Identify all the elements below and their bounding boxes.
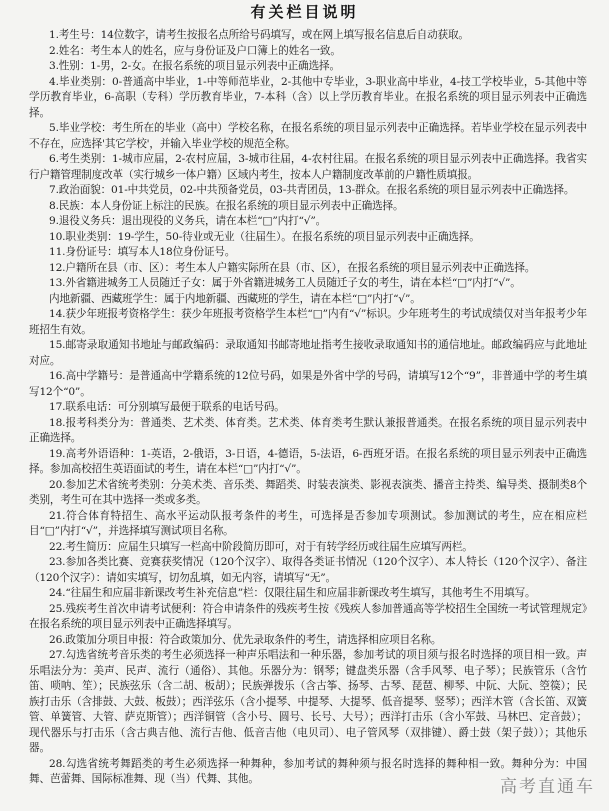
- paragraph-15: 14.获少年班报考资格学生：获少年班报考资格学生本栏“□”内有“√”标识。少年班考生的考试成绩仅对当年报考少年班招生有效。: [29, 308, 587, 336]
- paragraph-1: 1.考生号：14位数字，请考生按报名点所给号码填写，或在网上填写报名信息后自动获取。: [49, 29, 469, 41]
- paragraph-14: 内地新疆、西藏班学生：属于内地新疆、西藏班的学生，请在本栏“□”内打“√”。: [49, 292, 421, 305]
- paragraph-29: 28.勾选省统考舞蹈类的考生必须选择一种舞种，参加考试的舞种须与报名时选择的舞种相一致。舞种分为：中国舞、芭蕾舞、国际标准舞、现（当）代舞、其他。: [29, 757, 587, 785]
- paragraph-22: 21.符合体育特招生、高水平运动队报考条件的考生，可选择是否参加专项测试。参加测试的考生，应在相应栏目“□”内打“√”，并选择填写测试项目名称。: [29, 509, 587, 537]
- paragraph-24: 23.参加各类比赛、竞赛获奖情况（120个汉字）、取得各类证书情况（120个汉字）、本人特长（120个汉字）、备注（120个汉字）：请如实填写，切勿乱填，如无内容，请填写“无”。: [29, 556, 587, 584]
- paragraph-17: 16.高中学籍号：是普通高中学籍系统的12位号码，如果是外省中学的号码，请填写12个“9”，非普通中学的考生填写12个“0”。: [29, 370, 587, 398]
- paragraph-9: 9.退役义务兵：退出现役的义务兵，请在本栏“□”内打“√”。: [49, 215, 327, 227]
- paragraph-3: 3.性别：1-男，2-女。在报名系统的项目显示列表中正确选择。: [49, 60, 340, 72]
- paragraph-26: 25.残疾考生首次申请考试便利：符合申请条件的残疾考生按《残疾人参加普通高等学校招生全国统一考试管理规定》在报名系统的项目显示列表中正确选择填写。: [29, 602, 587, 630]
- paragraph-13: 13.外省籍进城务工人员随迁子女：属于外省籍进城务工人员随迁子女的考生，请在本栏“□”内打“√”。: [49, 277, 521, 289]
- paragraph-16: 15.邮寄录取通知书地址与邮政编码：录取通知书邮寄地址指考生接收录取通知书的通信地址。邮政编码应与此地址对应。: [29, 339, 587, 367]
- paragraph-21: 20.参加艺术省统考类别：分美术类、音乐类、舞蹈类、时装表演类、影视表演类、播音主持类、编导类、摄制类8个类别，考生可在其中选择一类或多类。: [29, 478, 587, 506]
- paragraph-5: 5.毕业学校：考生所在的毕业（高中）学校名称，在报名系统的项目显示列表中正确选择。若毕业学校在显示列表中不存在，应选择'其它学校'，并输入毕业学校的规范全称。: [29, 122, 587, 150]
- document-body: [29, 28, 587, 788]
- paragraph-10: 10.职业类别：19-学生，50-待业或无业（往届生）。在报名系统的项目显示列表中正确选择。: [49, 230, 480, 243]
- paragraph-20: 19.高考外语语种：1-英语，2-俄语，3-日语，4-德语，5-法语，6-西班牙语。在报名系统的项目显示列表中正确选择。参加高校招生英语面试的考生，请在本栏“□”内打“√”。: [29, 447, 587, 475]
- page-title: 有关栏目说明: [250, 3, 359, 21]
- paragraph-19: 18.报考科类分为：普通类、艺术类、体育类。艺术类、体育类考生默认兼报普通类。在报名系统的项目显示列表中正确选择。: [29, 416, 587, 444]
- paragraph-12: 12.户籍所在县（市、区）：考生本人户籍实际所在县（市、区），在报名系统的项目显示列表中正确选择。: [49, 261, 536, 274]
- paragraph-2: 2.姓名：考生本人的姓名，应与身份证及户口簿上的姓名一致。: [49, 44, 341, 57]
- paragraph-8: 8.民族：本人身份证上标注的民族。在报名系统的项目显示列表中正确选择。: [49, 199, 404, 212]
- paragraph-23: 22.考生简历：应届生只填写一栏高中阶段简历即可，对于有转学经历或往届生应填写两栏。: [49, 540, 473, 553]
- paragraph-28: 27.勾选省统考音乐类的考生必须选择一种声乐唱法和一种乐器，参加考试的项目须与报名时选择的项目相一致。声乐唱法分为：美声、民声、流行（通俗）、其他。乐器分为：钢琴；键盘类乐器（含手风琴、电子琴）；民族管乐（含竹笛、唢呐、笙）；民族弦乐（含二胡、板胡）；民族弹拨乐（含古筝、扬琴、古琴、琵琶、柳琴、中阮、大阮、箜篌）；民族打击乐（含排鼓、大鼓、板鼓）；西洋弦乐（含小提琴、中提琴、大提琴、低音提琴、竖琴）；西洋木管（含长笛、双簧管、单簧管、大管、萨克斯管）；西洋铜管（含小号、圆号、长号、大号）；西洋打击乐（含小军鼓、马林巴、定音鼓）；现代器乐与打击乐（含古典吉他、流行吉他、低音吉他（电贝司）、电子管风琴（双排键）、爵士鼓（架子鼓））；其他乐器。: [29, 649, 587, 754]
- paragraph-6: 6.考生类别：1-城市应届，2-农村应届，3-城市往届，4-农村往届。在报名系统的项目显示列表中正确选择。我省实行户籍管理制度改革（实行城乡一体户籍）区域内考生，按本人户籍制度改革前的户籍性质填报。: [29, 153, 587, 181]
- paragraph-25: 24.“往届生和应届非新课改考生补充信息”栏：仅限往届生和应届非新课改考生填写，其他考生不用填写。: [49, 587, 536, 599]
- watermark: 高考直通车: [500, 777, 595, 797]
- paragraph-11: 11.身份证号：填写本人18位身份证号。: [49, 246, 236, 258]
- paragraph-7: 7.政治面貌：01-中共党员，02-中共预备党员，03-共青团员，13-群众。在报名系统的项目显示列表中正确选择。: [49, 184, 575, 196]
- paragraph-18: 17.联系电话：可分别填写最便于联系的电话号码。: [49, 401, 285, 413]
- paragraph-4: 4.毕业类别：0-普通高中毕业，1-中等师范毕业，2-其他中专毕业，3-职业高中毕业，4-技工学校毕业，5-其他中等学历教育毕业，6-高职（专科）学历教育毕业，7-本科（含）以上学历教育毕业。在报名系统的项目显示列表中正确选择。: [29, 75, 587, 119]
- paragraph-27: 26.政策加分项目申报：符合政策加分、优先录取条件的考生，请选择相应项目名称。: [49, 633, 442, 646]
